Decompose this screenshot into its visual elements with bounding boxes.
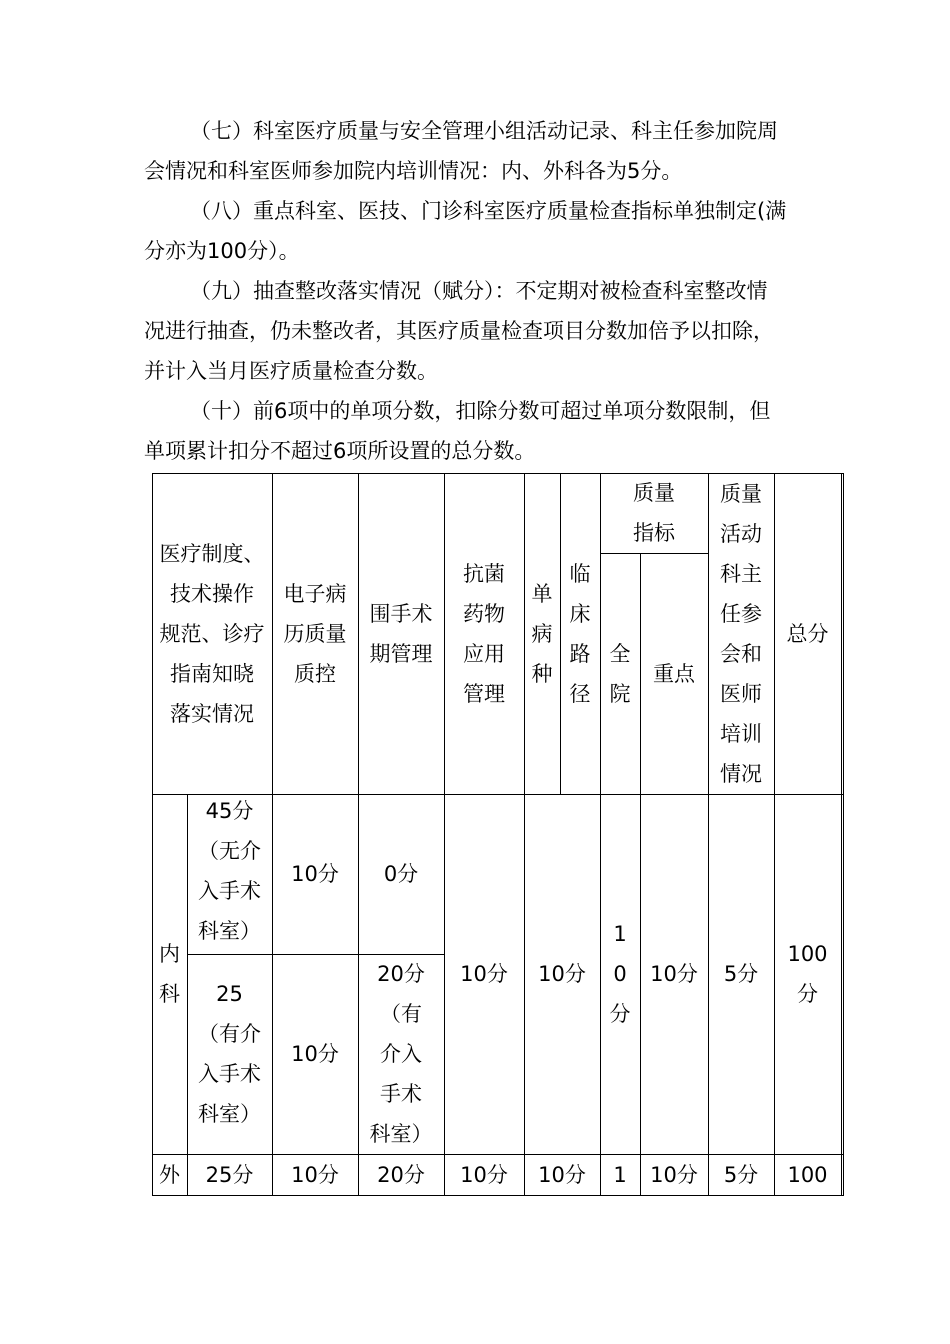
cell-text: 活动 bbox=[720, 521, 762, 546]
cell-text: 抗菌 bbox=[463, 561, 505, 586]
cell-text: 10分 bbox=[291, 1042, 339, 1066]
paragraph-line: （八）重点科室、医技、门诊科室医疗质量检查指标单独制定(满 bbox=[190, 199, 787, 223]
cell-text: 医师 bbox=[720, 681, 762, 706]
cell-text: 任参 bbox=[720, 601, 762, 626]
cell-text: 科 bbox=[159, 982, 180, 1006]
header-single-disease bbox=[524, 473, 560, 794]
cell-text: 单 bbox=[531, 581, 553, 606]
score-table bbox=[152, 473, 844, 1196]
header-quality-activity bbox=[708, 473, 774, 794]
header-key bbox=[640, 553, 708, 794]
external-emr-score bbox=[272, 1154, 358, 1195]
cell-text: 种 bbox=[531, 661, 553, 686]
cell-text: 历质量 bbox=[283, 621, 347, 646]
internal-periop-score-1 bbox=[358, 794, 444, 954]
cell-text: 100 bbox=[787, 1162, 828, 1187]
internal-system-score-with-intervention bbox=[187, 954, 272, 1154]
cell-text: 临 bbox=[569, 561, 591, 586]
external-total-score bbox=[774, 1154, 841, 1195]
header-emr-quality bbox=[272, 473, 358, 794]
cell-text: 分 bbox=[797, 982, 818, 1006]
paragraph-line: 单项累计扣分不超过6项所设置的总分数。 bbox=[144, 439, 536, 463]
cell-text: 医疗制度、 bbox=[159, 541, 265, 566]
header-quality-index bbox=[600, 473, 708, 553]
cell-text: 10分 bbox=[538, 962, 586, 986]
header-antibiotic bbox=[444, 473, 524, 794]
cell-text: 总分 bbox=[786, 621, 829, 646]
paragraph-seven bbox=[144, 111, 824, 191]
paragraph-line: 并计入当月医疗质量检查分数。 bbox=[144, 359, 438, 383]
paragraph-line: （十）前6项中的单项分数，扣除分数可超过单项分数限制，但 bbox=[190, 399, 771, 423]
internal-activity-score bbox=[708, 794, 774, 1154]
paragraph-line: 分亦为100分）。 bbox=[144, 239, 300, 263]
cell-text: 0 bbox=[613, 962, 627, 986]
paragraph-ten bbox=[144, 391, 824, 471]
cell-text: 10分 bbox=[538, 1162, 586, 1187]
internal-emr-score-2 bbox=[272, 954, 358, 1154]
cell-text: 院 bbox=[609, 681, 631, 706]
internal-total-score bbox=[774, 794, 841, 1154]
cell-text: 内 bbox=[159, 942, 180, 966]
cell-text: 0分 bbox=[383, 862, 419, 886]
cell-text: 质量 bbox=[633, 481, 675, 505]
cell-text: （有介 bbox=[198, 1022, 261, 1046]
row-label-external bbox=[152, 1154, 187, 1195]
cell-text: 10分 bbox=[291, 862, 339, 886]
cell-text: 指南知晓 bbox=[170, 661, 254, 686]
cell-text: 100 bbox=[787, 942, 828, 966]
cell-text: 技术操作 bbox=[170, 581, 254, 606]
cell-text: （无介 bbox=[198, 839, 261, 863]
cell-text: 围手术 bbox=[369, 601, 433, 626]
cell-text: 入手术 bbox=[198, 1062, 261, 1086]
cell-text: 10分 bbox=[460, 962, 508, 986]
external-antibiotic-score bbox=[444, 1154, 524, 1195]
cell-text: 科室） bbox=[369, 1122, 433, 1146]
cell-text: 应用 bbox=[463, 641, 505, 666]
paragraph-line: 况进行抽查，仍未整改者，其医疗质量检查项目分数加倍予以扣除， bbox=[144, 319, 774, 343]
cell-text: 径 bbox=[569, 681, 591, 706]
paragraph-nine bbox=[144, 271, 824, 391]
cell-text: 科主 bbox=[720, 561, 762, 586]
internal-single-path-score bbox=[524, 794, 600, 1154]
cell-text: 培训 bbox=[720, 721, 762, 746]
cell-text: 质量 bbox=[720, 481, 762, 506]
cell-text: （有 bbox=[380, 1002, 422, 1026]
cell-text: 10分 bbox=[460, 1162, 508, 1187]
cell-text: 20分 bbox=[377, 962, 425, 986]
cell-text: 指标 bbox=[633, 521, 675, 545]
row-label-internal bbox=[152, 794, 187, 1154]
cell-text: 1 bbox=[613, 1162, 627, 1187]
cell-text: 1 bbox=[613, 922, 627, 946]
header-system-compliance bbox=[152, 473, 272, 794]
header-clinical-pathway bbox=[560, 473, 600, 794]
cell-text: 质控 bbox=[294, 661, 336, 686]
cell-text: 20分 bbox=[377, 1162, 425, 1187]
external-hospital-wide-score bbox=[600, 1154, 640, 1195]
cell-text: 5分 bbox=[723, 1162, 759, 1187]
cell-text: 45分 bbox=[205, 799, 254, 823]
external-activity-score bbox=[708, 1154, 774, 1195]
paragraph-eight bbox=[144, 191, 824, 271]
cell-text: 电子病 bbox=[283, 581, 347, 606]
internal-hospital-wide-score bbox=[600, 794, 640, 1154]
cell-text: 重点 bbox=[653, 661, 695, 686]
external-single-path-score bbox=[524, 1154, 600, 1195]
cell-text: 期管理 bbox=[369, 641, 433, 666]
external-periop-score bbox=[358, 1154, 444, 1195]
cell-text: 落实情况 bbox=[170, 701, 254, 726]
header-perioperative bbox=[358, 473, 444, 794]
internal-antibiotic-score bbox=[444, 794, 524, 1154]
internal-periop-score-2 bbox=[358, 954, 444, 1154]
cell-text: 全 bbox=[609, 641, 631, 666]
cell-text: 路 bbox=[569, 641, 591, 666]
cell-text: 管理 bbox=[463, 681, 505, 706]
cell-text: 规范、诊疗 bbox=[159, 621, 265, 646]
paragraph-line: 会情况和科室医师参加院内培训情况：内、外科各为5分。 bbox=[144, 159, 683, 183]
header-hospital-wide bbox=[600, 553, 640, 794]
cell-text: 25 bbox=[216, 982, 243, 1006]
cell-text: 手术 bbox=[380, 1082, 422, 1106]
header-total bbox=[774, 473, 841, 794]
cell-text: 5分 bbox=[723, 962, 759, 986]
paragraph-line: （七）科室医疗质量与安全管理小组活动记录、科主任参加院周 bbox=[190, 119, 778, 143]
paragraph-line: （九）抽查整改落实情况（赋分）：不定期对被检查科室整改情 bbox=[190, 279, 768, 303]
cell-text: 外 bbox=[159, 1162, 180, 1187]
cell-text: 25分 bbox=[205, 1162, 254, 1187]
cell-text: 10分 bbox=[650, 1162, 698, 1187]
external-key-score bbox=[640, 1154, 708, 1195]
cell-text: 入手术 bbox=[198, 879, 261, 903]
internal-key-score bbox=[640, 794, 708, 1154]
cell-text: 药物 bbox=[463, 601, 505, 626]
cell-text: 介入 bbox=[380, 1042, 422, 1066]
cell-text: 床 bbox=[569, 601, 591, 626]
cell-text: 情况 bbox=[720, 761, 762, 786]
external-system-score bbox=[187, 1154, 272, 1195]
cell-text: 分 bbox=[609, 1002, 631, 1026]
internal-emr-score-1 bbox=[272, 794, 358, 954]
cell-text: 会和 bbox=[720, 641, 762, 666]
cell-text: 病 bbox=[531, 621, 553, 646]
cell-text: 10分 bbox=[650, 962, 698, 986]
cell-text: 科室） bbox=[198, 919, 261, 943]
internal-system-score-no-intervention bbox=[187, 788, 272, 954]
cell-text: 科室） bbox=[198, 1102, 261, 1126]
cell-text: 10分 bbox=[291, 1162, 339, 1187]
